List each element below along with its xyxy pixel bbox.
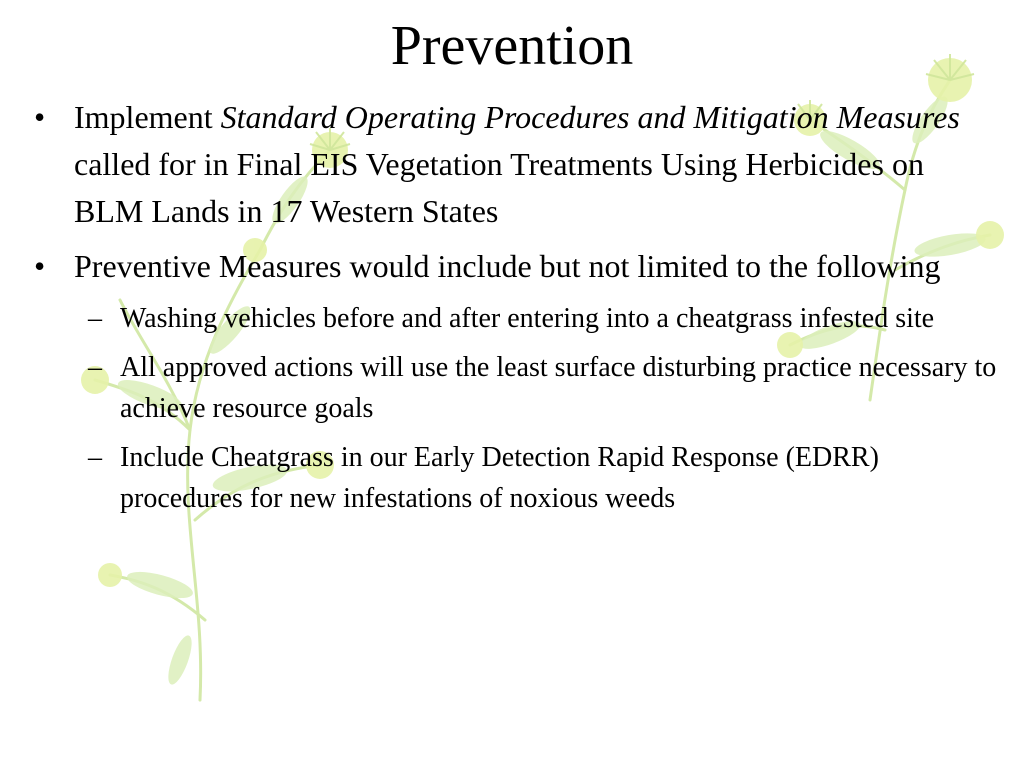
bullet-text: Preventive Measures would include but not limited to the following: [74, 248, 941, 284]
sub-bullet-item: [28, 347, 998, 429]
bullet-text-italic: Standard Operating Procedures and Mitigation Measures: [220, 99, 960, 135]
sub-bullet-item: [28, 437, 998, 519]
sub-bullet-text: Include Cheatgrass in our Early Detection Rapid Response (EDRR) procedures for new infestations of noxious weeds: [120, 442, 879, 514]
sub-bullet-marker: –: [88, 352, 102, 383]
slide-title: Prevention: [390, 15, 634, 77]
sub-bullet-marker: –: [88, 303, 102, 334]
sub-bullet-text: All approved actions will use the least surface disturbing practice necessary to achieve resource goals: [120, 352, 997, 424]
bullet-item: [28, 94, 998, 235]
bullet-marker: •: [34, 99, 46, 135]
sub-bullet-marker: –: [88, 442, 102, 473]
bullet-item: [28, 243, 998, 290]
bullet-marker: •: [34, 248, 46, 284]
bullet-text-suffix: called for in Final EIS Vegetation Treatments Using Herbicides on BLM Lands in 17 Western States: [74, 146, 924, 229]
bullet-text-prefix: Implement: [74, 99, 221, 135]
slide-body: [28, 94, 998, 527]
sub-bullet-text: Washing vehicles before and after entering into a cheatgrass infested site: [120, 303, 935, 334]
sub-bullet-item: [28, 298, 998, 339]
